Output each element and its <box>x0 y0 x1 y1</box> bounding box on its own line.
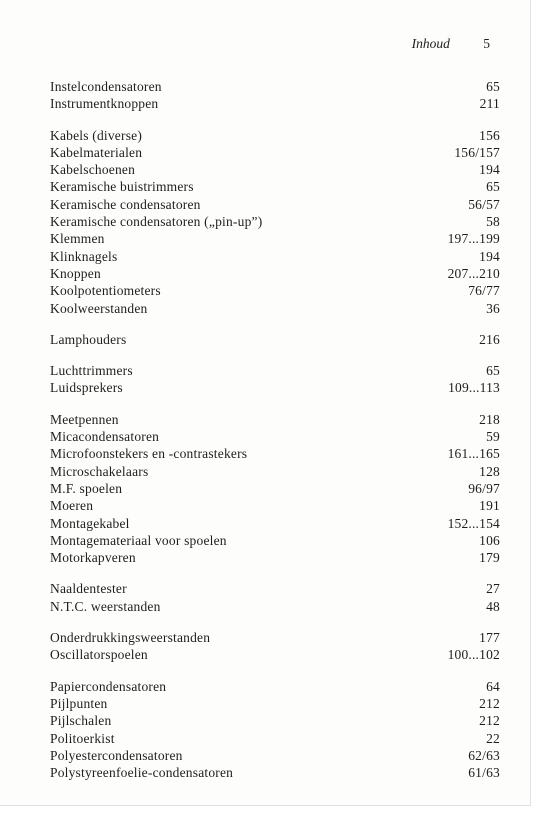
index-entry <box>50 497 500 514</box>
index-page-ref: 96/97 <box>468 480 500 496</box>
index-entry <box>50 598 500 615</box>
index-page-ref: 207...210 <box>447 265 500 281</box>
index-term: Keramische condensatoren („pin-up”) <box>50 214 263 230</box>
header-title: Inhoud <box>411 36 450 51</box>
index-entry <box>50 549 500 566</box>
index-entry <box>50 282 500 299</box>
index-term: Montagemateriaal voor spoelen <box>50 532 227 548</box>
index-term: Luchttrimmers <box>50 363 133 379</box>
index-entry <box>50 379 500 396</box>
index-group <box>50 78 500 113</box>
index-term: Knoppen <box>50 265 101 281</box>
index-term: M.F. spoelen <box>50 480 123 496</box>
index-group <box>50 331 500 348</box>
index-entry <box>50 144 500 161</box>
index-entry <box>50 678 500 695</box>
index-page-ref: 128 <box>479 463 500 479</box>
index-page-ref: 22 <box>486 730 500 746</box>
index-entry <box>50 127 500 144</box>
index-term: Microschakelaars <box>50 463 149 479</box>
running-header <box>412 36 490 52</box>
index-page-ref: 109...113 <box>448 380 500 396</box>
index-entry <box>50 646 500 663</box>
index-page-ref: 56/57 <box>468 196 500 212</box>
index-entry <box>50 95 500 112</box>
index-page-ref: 65 <box>486 79 500 94</box>
index-entry <box>50 730 500 747</box>
index-page-ref: 64 <box>486 678 500 694</box>
index-group <box>50 127 500 317</box>
index-term: N.T.C. weerstanden <box>50 598 161 614</box>
index-page-ref: 65 <box>486 179 500 195</box>
index-entry <box>50 411 500 428</box>
index-term: Pijlpunten <box>50 695 108 711</box>
index-entry <box>50 629 500 646</box>
index-term: Lamphouders <box>50 331 127 347</box>
index-page-ref: 212 <box>479 713 500 729</box>
index-term: Politoerkist <box>50 730 115 746</box>
index-term: Kabels (diverse) <box>50 127 143 143</box>
index-entry <box>50 265 500 282</box>
index-page-ref: 218 <box>479 411 500 427</box>
index-term: Instrumentknoppen <box>50 96 159 112</box>
index-entry <box>50 712 500 729</box>
index-entry <box>50 331 500 348</box>
index-page-ref: 106 <box>479 532 500 548</box>
index-group <box>50 678 500 782</box>
index-term: Motorkapveren <box>50 550 136 566</box>
index-page-ref: 59 <box>486 429 500 445</box>
index-page-ref: 156 <box>479 127 500 143</box>
index-page-ref: 161...165 <box>447 446 500 462</box>
index-term: Instelcondensatoren <box>50 79 162 94</box>
index-entry <box>50 747 500 764</box>
index-entry <box>50 480 500 497</box>
index-page-ref: 191 <box>479 498 500 514</box>
index-page-ref: 179 <box>479 550 500 566</box>
index-entry <box>50 178 500 195</box>
index-term: Polyestercondensatoren <box>50 747 183 763</box>
index-page-ref: 197...199 <box>447 231 500 247</box>
index-entry <box>50 580 500 597</box>
index-entry <box>50 428 500 445</box>
index-entry <box>50 362 500 379</box>
index-term: Papiercondensatoren <box>50 678 167 694</box>
index-entry <box>50 230 500 247</box>
index-page-ref: 212 <box>479 695 500 711</box>
index-term: Micacondensatoren <box>50 429 160 445</box>
index-term: Klinknagels <box>50 248 118 264</box>
index-page-ref: 156/157 <box>454 144 500 160</box>
index-term: Onderdrukkingsweerstanden <box>50 630 211 646</box>
index-page-ref: 48 <box>486 598 500 614</box>
index-entry <box>50 300 500 317</box>
index-group <box>50 362 500 397</box>
index-group <box>50 411 500 567</box>
index-entry <box>50 161 500 178</box>
index-term: Pijlschalen <box>50 713 112 729</box>
index-page-ref: 62/63 <box>468 747 500 763</box>
index-entry <box>50 196 500 213</box>
index-page-ref: 61/63 <box>468 765 500 781</box>
index-page-ref: 194 <box>479 162 500 178</box>
index-entry <box>50 463 500 480</box>
index-entry <box>50 532 500 549</box>
index-term: Microfoonstekers en -contrastekers <box>50 446 248 462</box>
index-term: Kabelschoenen <box>50 162 136 178</box>
index-term: Meetpennen <box>50 411 119 427</box>
index-entry <box>50 248 500 265</box>
index-term: Luidsprekers <box>50 380 123 396</box>
index-page-ref: 152...154 <box>447 515 500 531</box>
page-number: 5 <box>483 36 490 51</box>
index-page-ref: 100...102 <box>447 647 500 663</box>
index-page-ref: 211 <box>479 96 500 112</box>
index-entry <box>50 764 500 781</box>
index-page-ref: 194 <box>479 248 500 264</box>
index-group <box>50 580 500 615</box>
index-page-ref: 76/77 <box>468 283 500 299</box>
index-page-ref: 65 <box>486 363 500 379</box>
index-term: Polystyreenfoelie-condensatoren <box>50 765 234 781</box>
index-term: Koolweerstanden <box>50 300 148 316</box>
index-term: Kabelmaterialen <box>50 144 143 160</box>
index-group <box>50 629 500 664</box>
index-term: Montagekabel <box>50 515 130 531</box>
index-term: Moeren <box>50 498 94 514</box>
index-entry <box>50 445 500 462</box>
index-term: Keramische condensatoren <box>50 196 201 212</box>
index-page-ref: 27 <box>486 581 500 597</box>
index-page-ref: 216 <box>479 331 500 347</box>
index-page-ref: 36 <box>486 300 500 316</box>
index-entry <box>50 78 500 95</box>
index-page-ref: 58 <box>486 214 500 230</box>
index-term: Naaldentester <box>50 581 127 597</box>
index-entry <box>50 695 500 712</box>
index-list <box>50 78 500 795</box>
index-term: Keramische buistrimmers <box>50 179 194 195</box>
index-page-ref: 177 <box>479 630 500 646</box>
index-entry <box>50 213 500 230</box>
index-entry <box>50 515 500 532</box>
index-term: Klemmen <box>50 231 105 247</box>
index-term: Oscillatorspoelen <box>50 647 148 663</box>
index-term: Koolpotentiometers <box>50 283 161 299</box>
